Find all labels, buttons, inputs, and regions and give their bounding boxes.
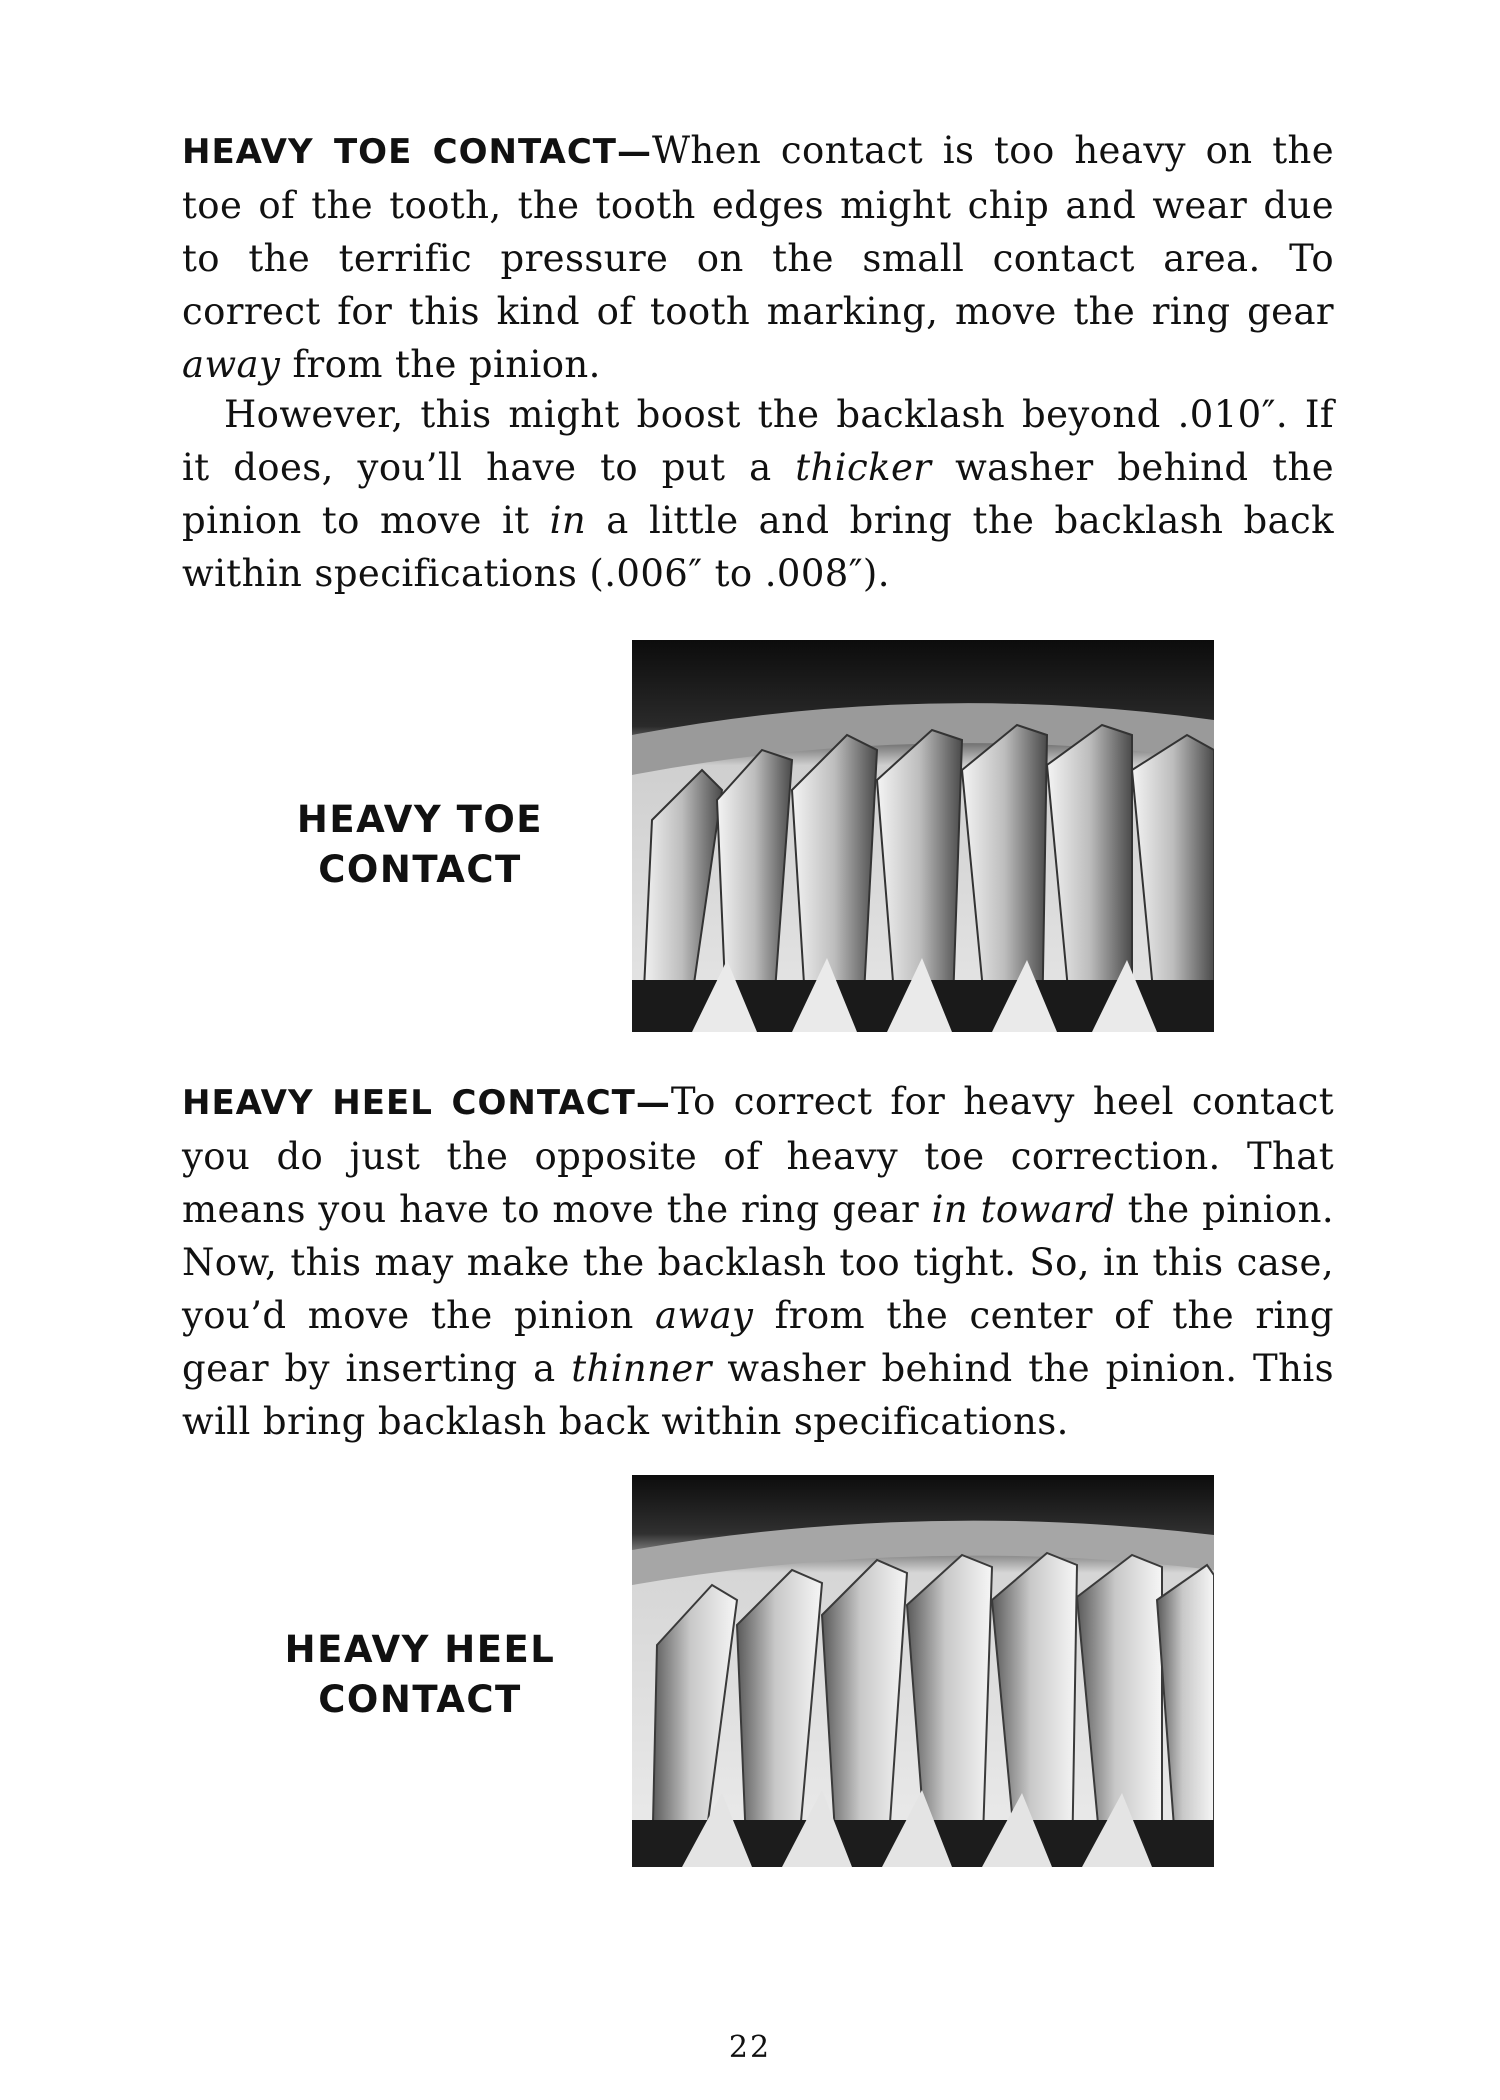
paragraph-text: washer behind the pinion. This will bring backlash back within specifications. [182, 1347, 1334, 1443]
emphasis-text: away [655, 1294, 754, 1337]
heading-heavy-heel-contact: HEAVY HEEL CONTACT— [182, 1083, 671, 1123]
emphasis-text: thinner [571, 1347, 712, 1390]
emphasis-text: away [182, 343, 281, 386]
caption-line: CONTACT [318, 1678, 522, 1721]
paragraph-text: from the center of the ring gear by inserting a [182, 1294, 1334, 1390]
paragraph-backlash-note [182, 388, 1334, 600]
heading-heavy-toe-contact: HEAVY TOE CONTACT— [182, 132, 652, 172]
gear-photo-heavy-toe [632, 640, 1214, 1032]
gear-teeth-image [632, 1475, 1214, 1867]
paragraph-text: the pinion. Now, this may make the backlash too tight. So, in this case, you’d move the pinion [182, 1188, 1334, 1337]
paragraph-heavy-toe-contact [182, 124, 1334, 391]
paragraph-text: from the pinion. [280, 343, 601, 386]
emphasis-text: thicker [795, 446, 932, 489]
caption-line: HEAVY HEEL [284, 1628, 556, 1671]
emphasis-text: in toward [931, 1188, 1116, 1231]
paragraph-heavy-heel-contact [182, 1075, 1334, 1448]
figure-caption [270, 1625, 570, 1725]
caption-line: HEAVY TOE [296, 798, 544, 841]
figure-caption [270, 795, 570, 895]
paragraph-text: However, this might boost the backlash beyond .010″. If it does, you’ll have to put a [182, 393, 1334, 489]
paragraph-text: a little and bring the backlash back within specifications (.006″ to .008″). [182, 499, 1334, 595]
page-number: 22 [728, 2030, 772, 2065]
paragraph-text: To correct for heavy heel contact you do just the opposite of heavy toe correction. That means you have to move the ring gear [182, 1080, 1335, 1231]
gear-teeth-image [632, 640, 1214, 1032]
paragraph-text: washer behind the pinion to move it [182, 446, 1334, 542]
emphasis-text: in [549, 499, 587, 542]
gear-photo-heavy-heel [632, 1475, 1214, 1867]
paragraph-text: When contact is too heavy on the toe of the tooth, the tooth edges might chip and wear due to the terrific pressure on the small contact area. To correct for this kind of tooth marking, move the ring gear [182, 129, 1334, 333]
caption-line: CONTACT [318, 848, 522, 891]
